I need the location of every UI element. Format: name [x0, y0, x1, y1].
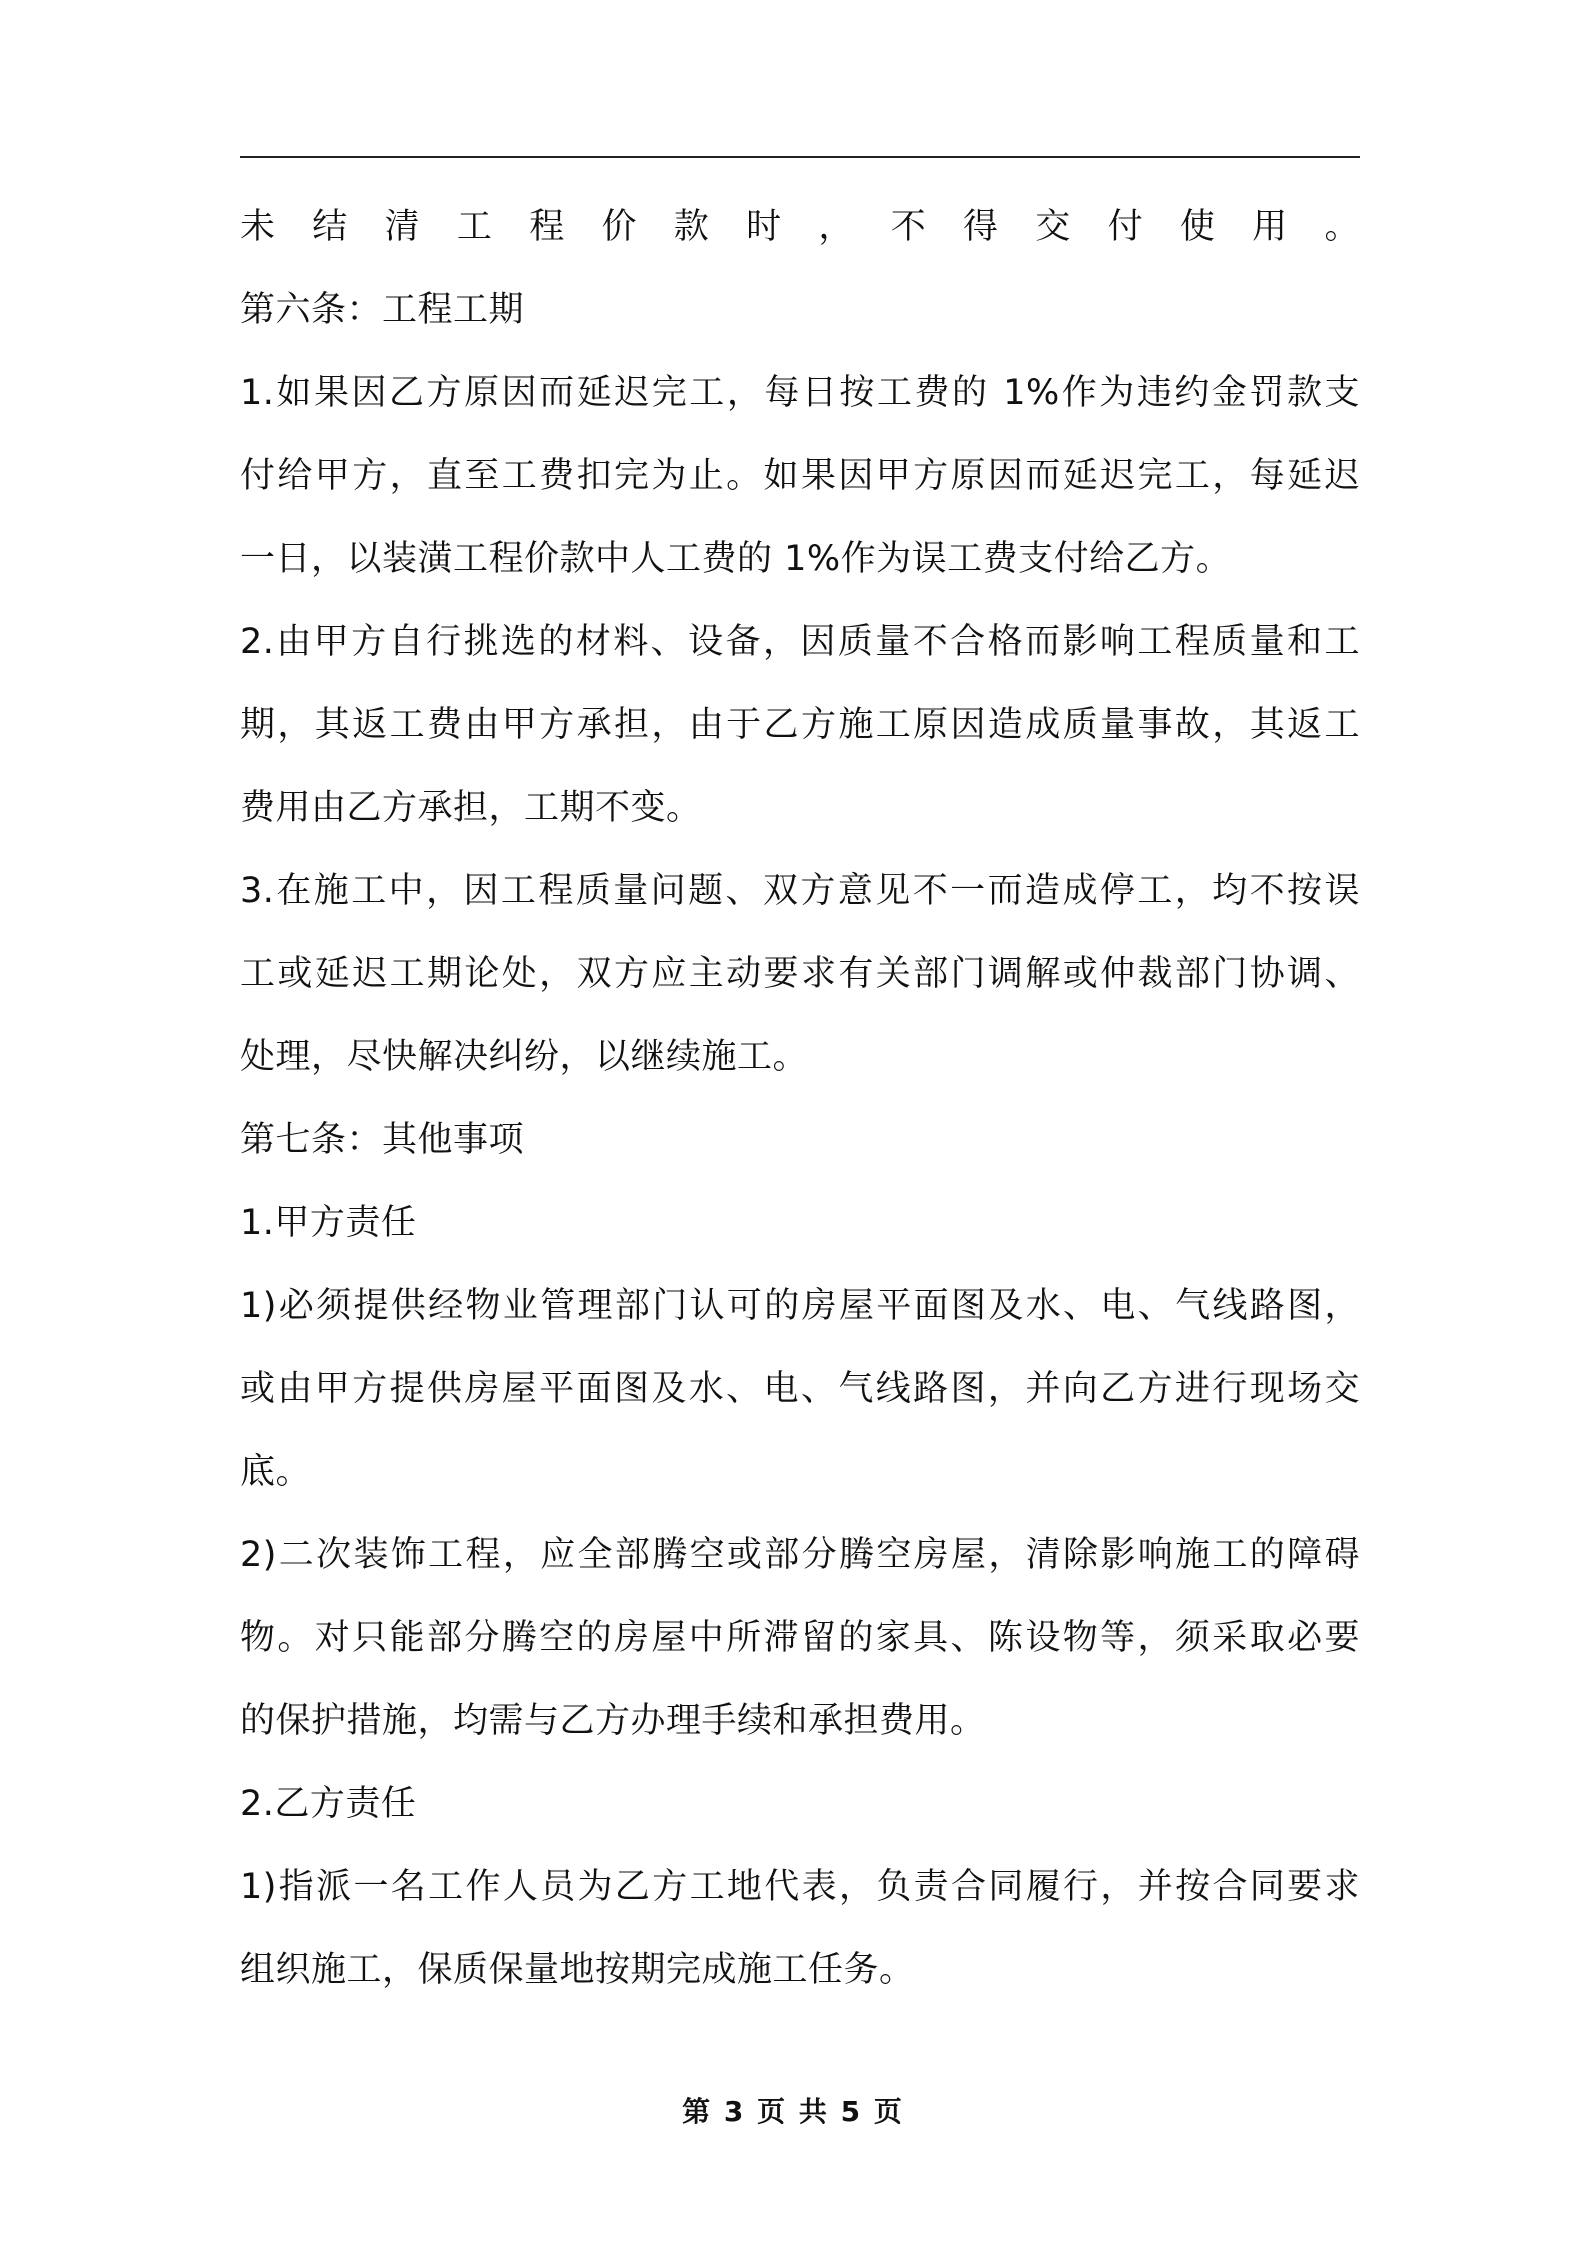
- section-heading: 第七条：其他事项: [240, 1120, 525, 1160]
- subsection-heading: 1.甲方责任: [240, 1203, 417, 1243]
- text-line: 物。对只能部分腾空的房屋中所滞留的家具、陈设物等，须采取必要: [240, 1618, 1360, 1658]
- header-rule: [240, 156, 1360, 158]
- document-body: [240, 186, 1360, 2012]
- text-line: 费用由乙方承担，工期不变。: [240, 788, 702, 828]
- text-line: 1)指派一名工作人员为乙方工地代表，负责合同履行，并按合同要求: [240, 1867, 1360, 1907]
- text-line: 3.在施工中，因工程质量问题、双方意见不一而造成停工，均不按误: [240, 871, 1360, 911]
- subsection-heading: 2.乙方责任: [240, 1784, 417, 1824]
- text-line: 未结清工程价款时，不得交付使用。: [240, 207, 1360, 247]
- text-line: 的保护措施，均需与乙方办理手续和承担费用。: [240, 1701, 986, 1741]
- text-line: 付给甲方，直至工费扣完为止。如果因甲方原因而延迟完工，每延迟: [240, 456, 1360, 496]
- text-line: 或由甲方提供房屋平面图及水、电、气线路图，并向乙方进行现场交: [240, 1369, 1360, 1409]
- text-line: 一日，以装潢工程价款中人工费的 1%作为误工费支付给乙方。: [240, 539, 1232, 579]
- text-line: 底。: [240, 1452, 312, 1492]
- text-line: 1.如果因乙方原因而延迟完工，每日按工费的 1%作为违约金罚款支: [240, 373, 1360, 413]
- text-line: 工或延迟工期论处，双方应主动要求有关部门调解或仲裁部门协调、: [240, 954, 1360, 994]
- text-line: 组织施工，保质保量地按期完成施工任务。: [240, 1950, 915, 1990]
- page-number: 第 3 页 共 5 页: [682, 2095, 904, 2128]
- section-heading: 第六条：工程工期: [240, 290, 525, 330]
- text-line: 期，其返工费由甲方承担，由于乙方施工原因造成质量事故，其返工: [240, 705, 1360, 745]
- text-line: 处理，尽快解决纠纷，以继续施工。: [240, 1037, 809, 1077]
- text-line: 1)必须提供经物业管理部门认可的房屋平面图及水、电、气线路图，: [240, 1286, 1360, 1326]
- text-line: 2)二次装饰工程，应全部腾空或部分腾空房屋，清除影响施工的障碍: [240, 1535, 1360, 1575]
- text-line: 2.由甲方自行挑选的材料、设备，因质量不合格而影响工程质量和工: [240, 622, 1360, 662]
